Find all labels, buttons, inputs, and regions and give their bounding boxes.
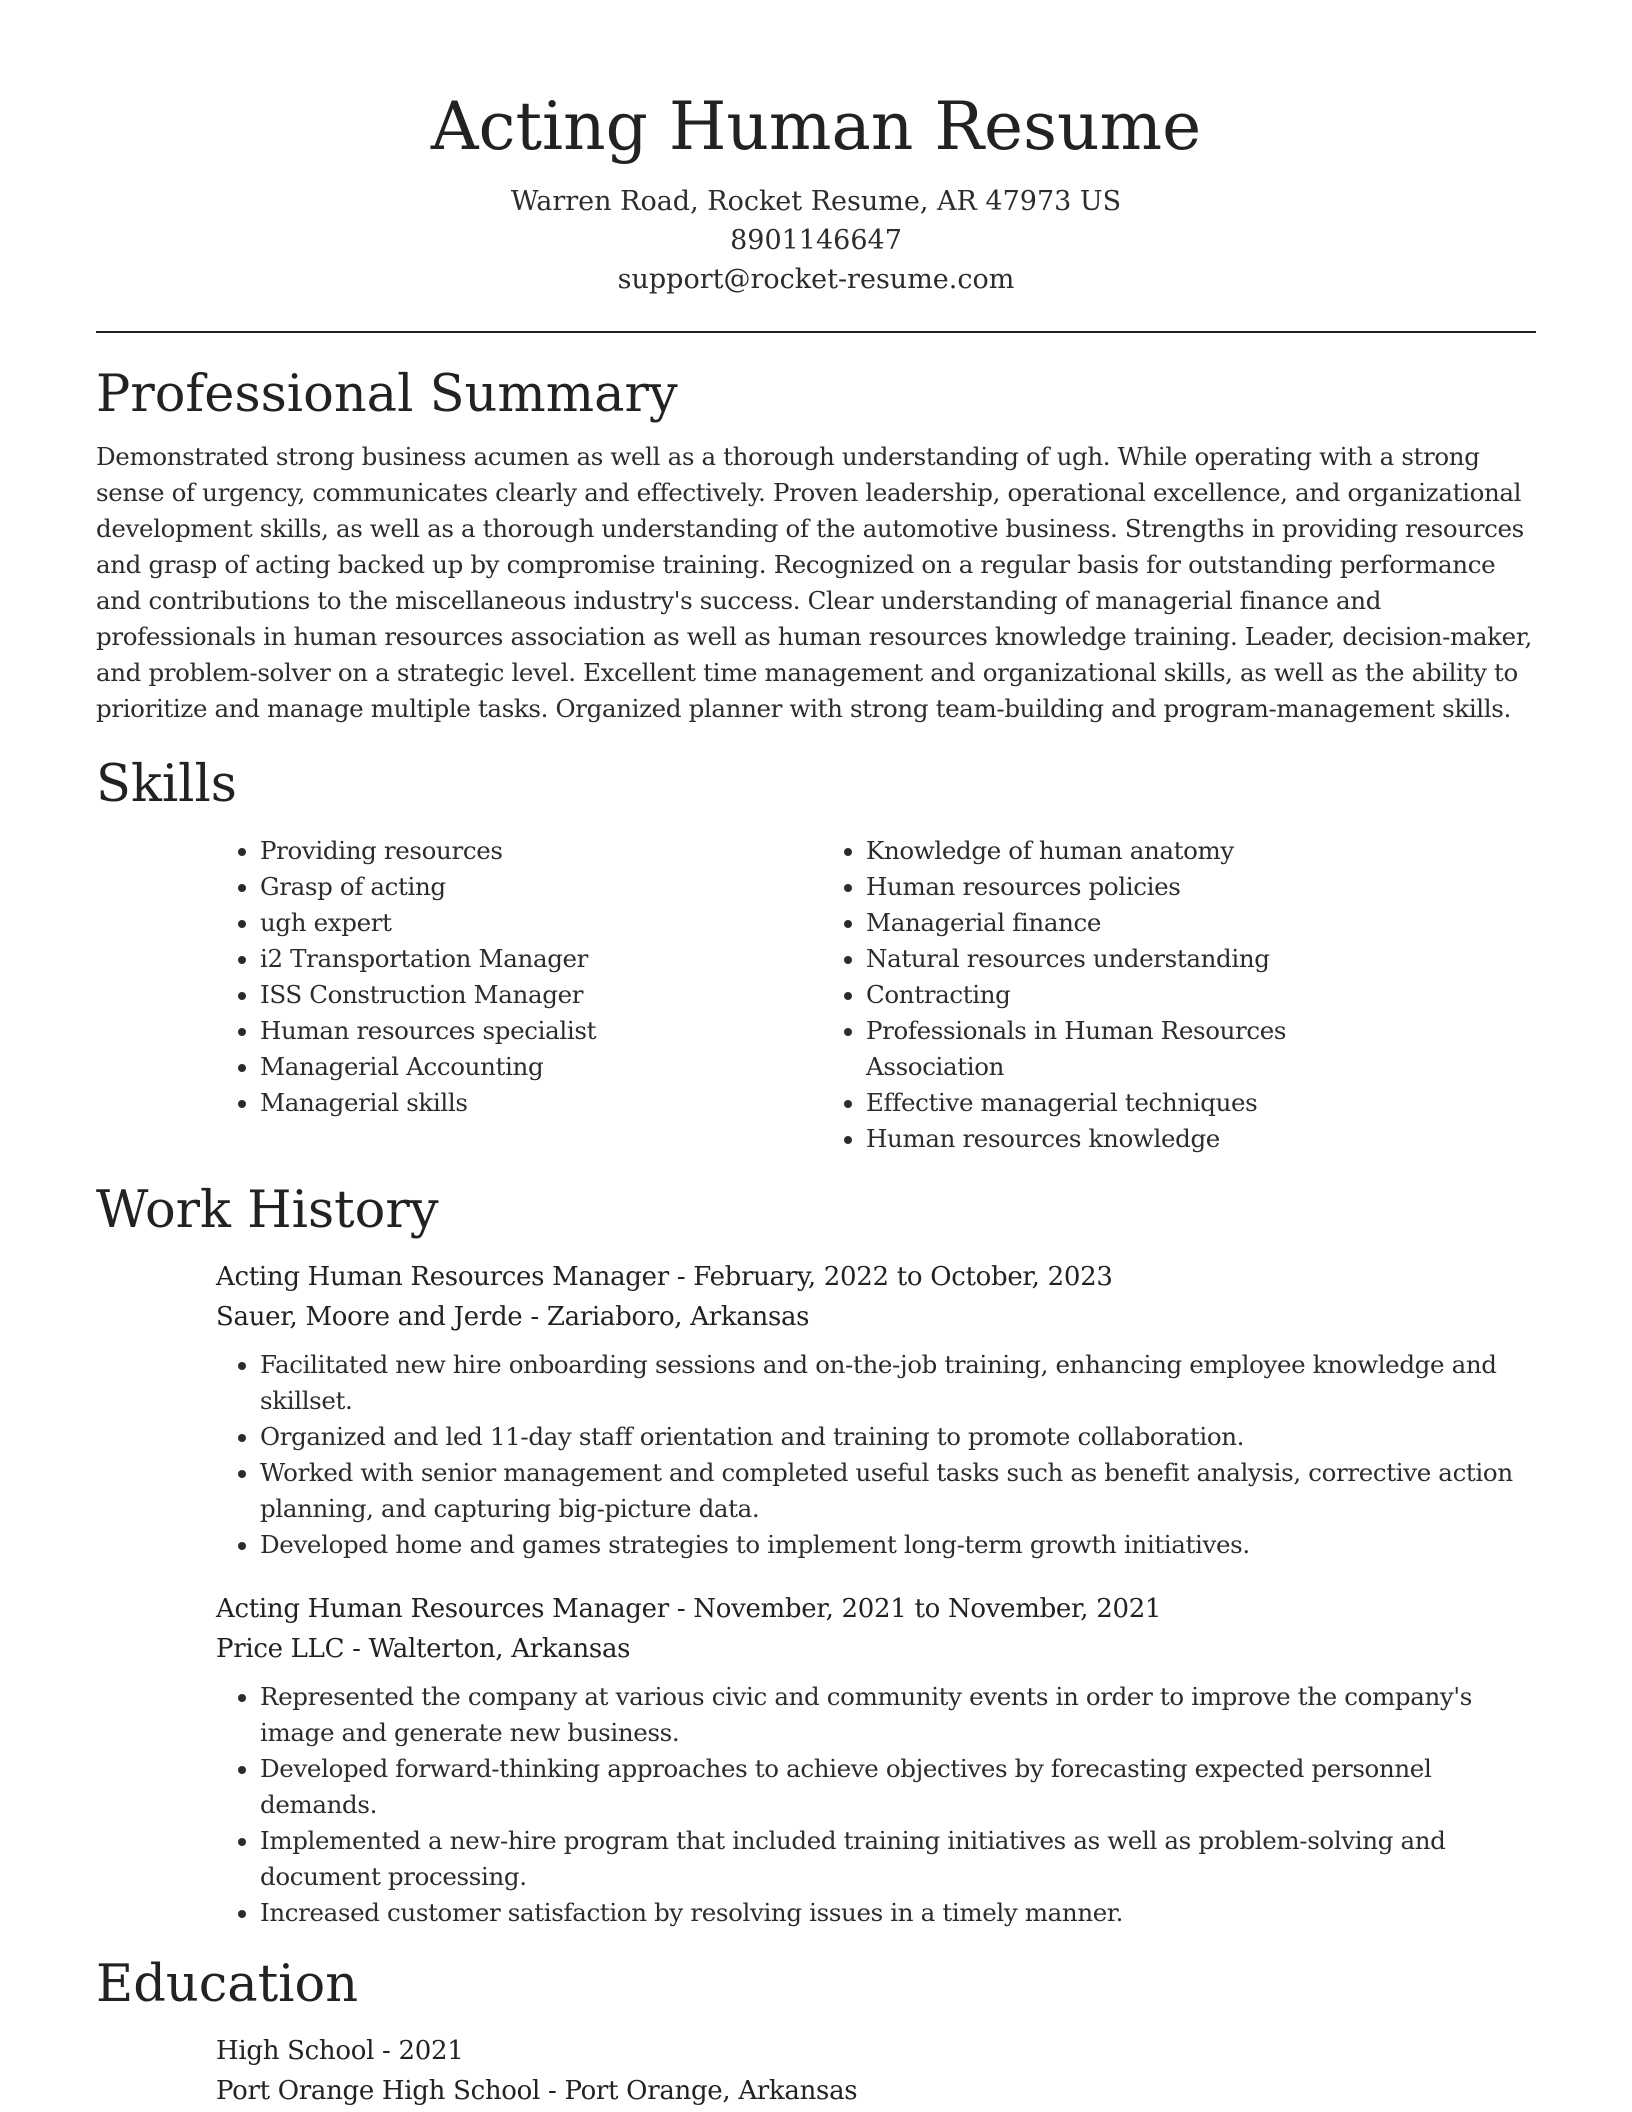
job-role: Acting Human Resources Manager bbox=[216, 1594, 669, 1624]
resume-name: Acting Human Resume bbox=[430, 88, 1202, 165]
job-title-line bbox=[216, 1257, 1536, 1297]
job-entry bbox=[216, 1257, 1536, 1563]
education-degree-line bbox=[216, 2031, 1536, 2071]
resume-header bbox=[96, 0, 1536, 299]
separator: - bbox=[668, 1594, 694, 1624]
skill-item: • Managerial skills bbox=[260, 1085, 822, 1121]
section-title-skills: Skills bbox=[96, 755, 237, 814]
job-entry bbox=[216, 1589, 1536, 1931]
job-company: Sauer, Moore and Jerde bbox=[216, 1302, 523, 1332]
skill-item: • i2 Transportation Manager bbox=[260, 941, 822, 977]
skill-item: • Managerial Accounting bbox=[260, 1049, 822, 1085]
separator: - bbox=[668, 1262, 694, 1292]
job-bullets bbox=[216, 1347, 1536, 1563]
separator: - bbox=[344, 1634, 369, 1664]
job-dates: November, 2021 to November, 2021 bbox=[693, 1594, 1162, 1624]
section-title-education: Education bbox=[96, 1955, 359, 2014]
skill-item: • Natural resources understanding bbox=[866, 941, 1428, 977]
header-divider bbox=[96, 331, 1536, 333]
skill-item: • Human resources policies bbox=[866, 869, 1428, 905]
skill-item: • Grasp of acting bbox=[260, 869, 822, 905]
job-bullet: • Represented the company at various civic and community events in order to improve the company's image and generate new business. bbox=[260, 1679, 1536, 1751]
education-location: Port Orange, Arkansas bbox=[564, 2076, 858, 2106]
skill-item: • ugh expert bbox=[260, 905, 822, 941]
job-location: Walterton, Arkansas bbox=[368, 1634, 631, 1664]
skills-column-left bbox=[216, 833, 822, 1157]
job-role: Acting Human Resources Manager bbox=[216, 1262, 669, 1292]
section-title-summary: Professional Summary bbox=[96, 365, 678, 424]
contact-phone: 8901146647 bbox=[730, 225, 902, 256]
education-entry bbox=[216, 2031, 1536, 2111]
job-bullet: • Implemented a new-hire program that included training initiatives as well as problem-solving and document processing. bbox=[260, 1823, 1536, 1895]
education-school-line bbox=[216, 2071, 1536, 2111]
separator: - bbox=[540, 2076, 565, 2106]
job-bullet: • Increased customer satisfaction by resolving issues in a timely manner. bbox=[260, 1895, 1536, 1931]
job-bullet: • Worked with senior management and completed useful tasks such as benefit analysis, corrective action planning, and capturing big-picture data. bbox=[260, 1455, 1536, 1527]
skill-item: • Providing resources bbox=[260, 833, 822, 869]
skills-column-right bbox=[822, 833, 1428, 1157]
skill-item: • Managerial finance bbox=[866, 905, 1428, 941]
education-school: Port Orange High School bbox=[216, 2076, 541, 2106]
summary-paragraph: Demonstrated strong business acumen as well as a thorough understanding of ugh. While operating with a strong sense of urgency, communicates clearly and effectively. Proven leadership, operational excellence, and organizational development skills, as well as a thorough understanding of the automotive business. Strengths in providing resources and grasp of acting backed up by compromise training. Recognized on a regular basis for outstanding performance and contributions to the miscellaneous industry's success. Clear understanding of managerial finance and professionals in human resources association as well as human resources knowledge training. Leader, decision-maker, and problem-solver on a strategic level. Excellent time management and organizational skills, as well as the ability to prioritize and manage multiple tasks. Organized planner with strong team-building and program-management skills. bbox=[96, 442, 1532, 723]
job-company-line bbox=[216, 1629, 1536, 1669]
job-bullet: • Facilitated new hire onboarding sessions and on-the-job training, enhancing employee knowledge and skillset. bbox=[260, 1347, 1536, 1419]
job-bullets bbox=[216, 1679, 1536, 1931]
job-bullet: • Organized and led 11-day staff orientation and training to promote collaboration. bbox=[260, 1419, 1536, 1455]
skill-item: • Human resources specialist bbox=[260, 1013, 822, 1049]
job-dates: February, 2022 to October, 2023 bbox=[693, 1262, 1113, 1292]
skill-item: • Effective managerial techniques bbox=[866, 1085, 1428, 1121]
job-bullet: • Developed home and games strategies to implement long-term growth initiatives. bbox=[260, 1527, 1536, 1563]
contact-address: Warren Road, Rocket Resume, AR 47973 US bbox=[510, 186, 1122, 217]
education-degree: High School bbox=[216, 2036, 375, 2066]
skills-grid bbox=[216, 833, 1536, 1157]
section-title-work-history: Work History bbox=[96, 1181, 439, 1240]
job-bullet: • Developed forward-thinking approaches to achieve objectives by forecasting expected personnel demands. bbox=[260, 1751, 1536, 1823]
skill-item: • ISS Construction Manager bbox=[260, 977, 822, 1013]
separator: - bbox=[374, 2036, 399, 2066]
job-company: Price LLC bbox=[216, 1634, 345, 1664]
contact-email: support@rocket-resume.com bbox=[617, 264, 1015, 295]
skill-item: • Human resources knowledge bbox=[866, 1121, 1428, 1157]
job-company-line bbox=[216, 1297, 1536, 1337]
skill-item: • Professionals in Human Resources Association bbox=[866, 1013, 1428, 1085]
separator: - bbox=[522, 1302, 547, 1332]
resume-page bbox=[96, 0, 1536, 2111]
skill-item: • Knowledge of human anatomy bbox=[866, 833, 1428, 869]
job-location: Zariaboro, Arkansas bbox=[546, 1302, 810, 1332]
skill-item: • Contracting bbox=[866, 977, 1428, 1013]
education-year: 2021 bbox=[398, 2036, 464, 2066]
job-title-line bbox=[216, 1589, 1536, 1629]
contact-block bbox=[96, 182, 1536, 299]
